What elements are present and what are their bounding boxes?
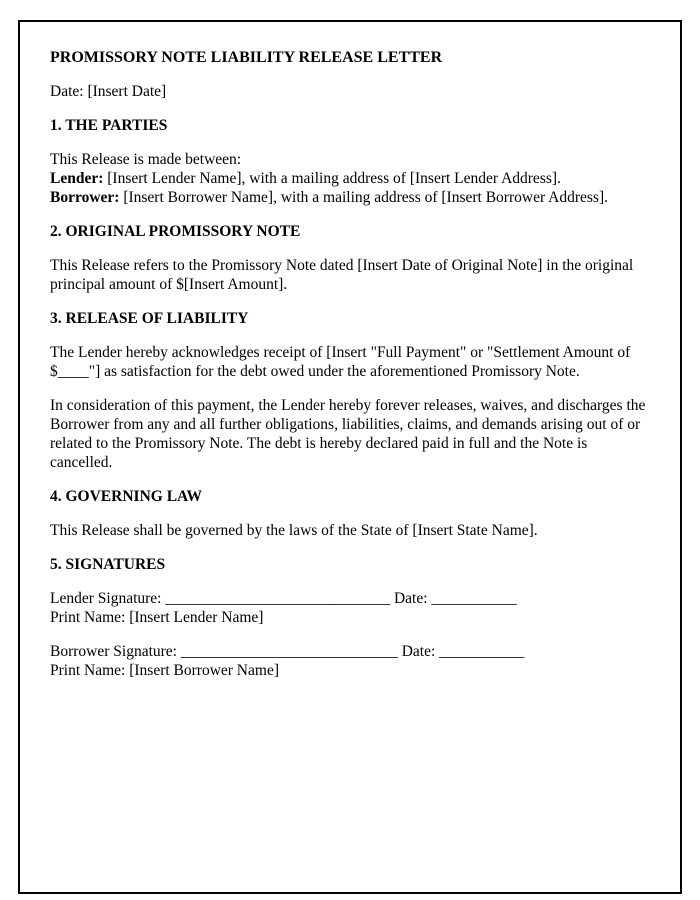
document-title: PROMISSORY NOTE LIABILITY RELEASE LETTER — [50, 49, 443, 66]
section-heading-original-note: 2. ORIGINAL PROMISSORY NOTE — [50, 223, 301, 240]
borrower-text: [Insert Borrower Name], with a mailing address of [Insert Borrower Address]. — [119, 189, 608, 206]
original-note-block — [50, 256, 650, 294]
original-note-body: This Release refers to the Promissory Note dated [Insert Date of Original Note] in the original principal amount of $[Insert Amount]. — [50, 257, 634, 293]
section-heading-governing-law: 4. GOVERNING LAW — [50, 488, 203, 505]
borrower-signature-line: Borrower Signature: ____________________________ Date: ___________ — [50, 643, 525, 660]
borrower-signature-block — [50, 642, 650, 680]
document-page-border — [18, 20, 682, 894]
borrower-line — [50, 188, 650, 207]
borrower-label: Borrower: — [50, 189, 120, 206]
lender-signature-block — [50, 589, 650, 627]
governing-law-body: This Release shall be governed by the laws of the State of [Insert State Name]. — [50, 522, 538, 539]
section-heading-signatures: 5. SIGNATURES — [50, 556, 166, 573]
date-line: Date: [Insert Date] — [50, 83, 167, 100]
governing-law-block — [50, 521, 650, 540]
release-para2-text: In consideration of this payment, the Lender hereby forever releases, waives, and discharges the Borrower from any and all further obligations, liabilities, claims, and demands arising out of or related to the Promissory Note. The debt is hereby declared paid in full and the Note is cancelled. — [50, 397, 646, 471]
section-heading-parties: 1. THE PARTIES — [50, 117, 168, 134]
lender-text: [Insert Lender Name], with a mailing address of [Insert Lender Address]. — [103, 170, 561, 187]
release-paragraph-1 — [50, 343, 650, 381]
date-block — [50, 82, 650, 101]
lender-line — [50, 169, 650, 188]
parties-block — [50, 150, 650, 207]
release-para1-text: The Lender hereby acknowledges receipt of [Insert "Full Payment" or "Settlement Amount of $____"] as satisfaction for the debt owed under the aforementioned Promissory Note. — [50, 344, 631, 380]
lender-label: Lender: — [50, 170, 104, 187]
section-heading-release: 3. RELEASE OF LIABILITY — [50, 310, 249, 327]
lender-signature-line: Lender Signature: _____________________________ Date: ___________ — [50, 590, 517, 607]
lender-print-name-line: Print Name: [Insert Lender Name] — [50, 609, 264, 626]
release-paragraph-2 — [50, 396, 650, 472]
borrower-print-name-line: Print Name: [Insert Borrower Name] — [50, 662, 279, 679]
parties-intro-line: This Release is made between: — [50, 151, 242, 168]
promissory-release-letter — [50, 48, 650, 680]
